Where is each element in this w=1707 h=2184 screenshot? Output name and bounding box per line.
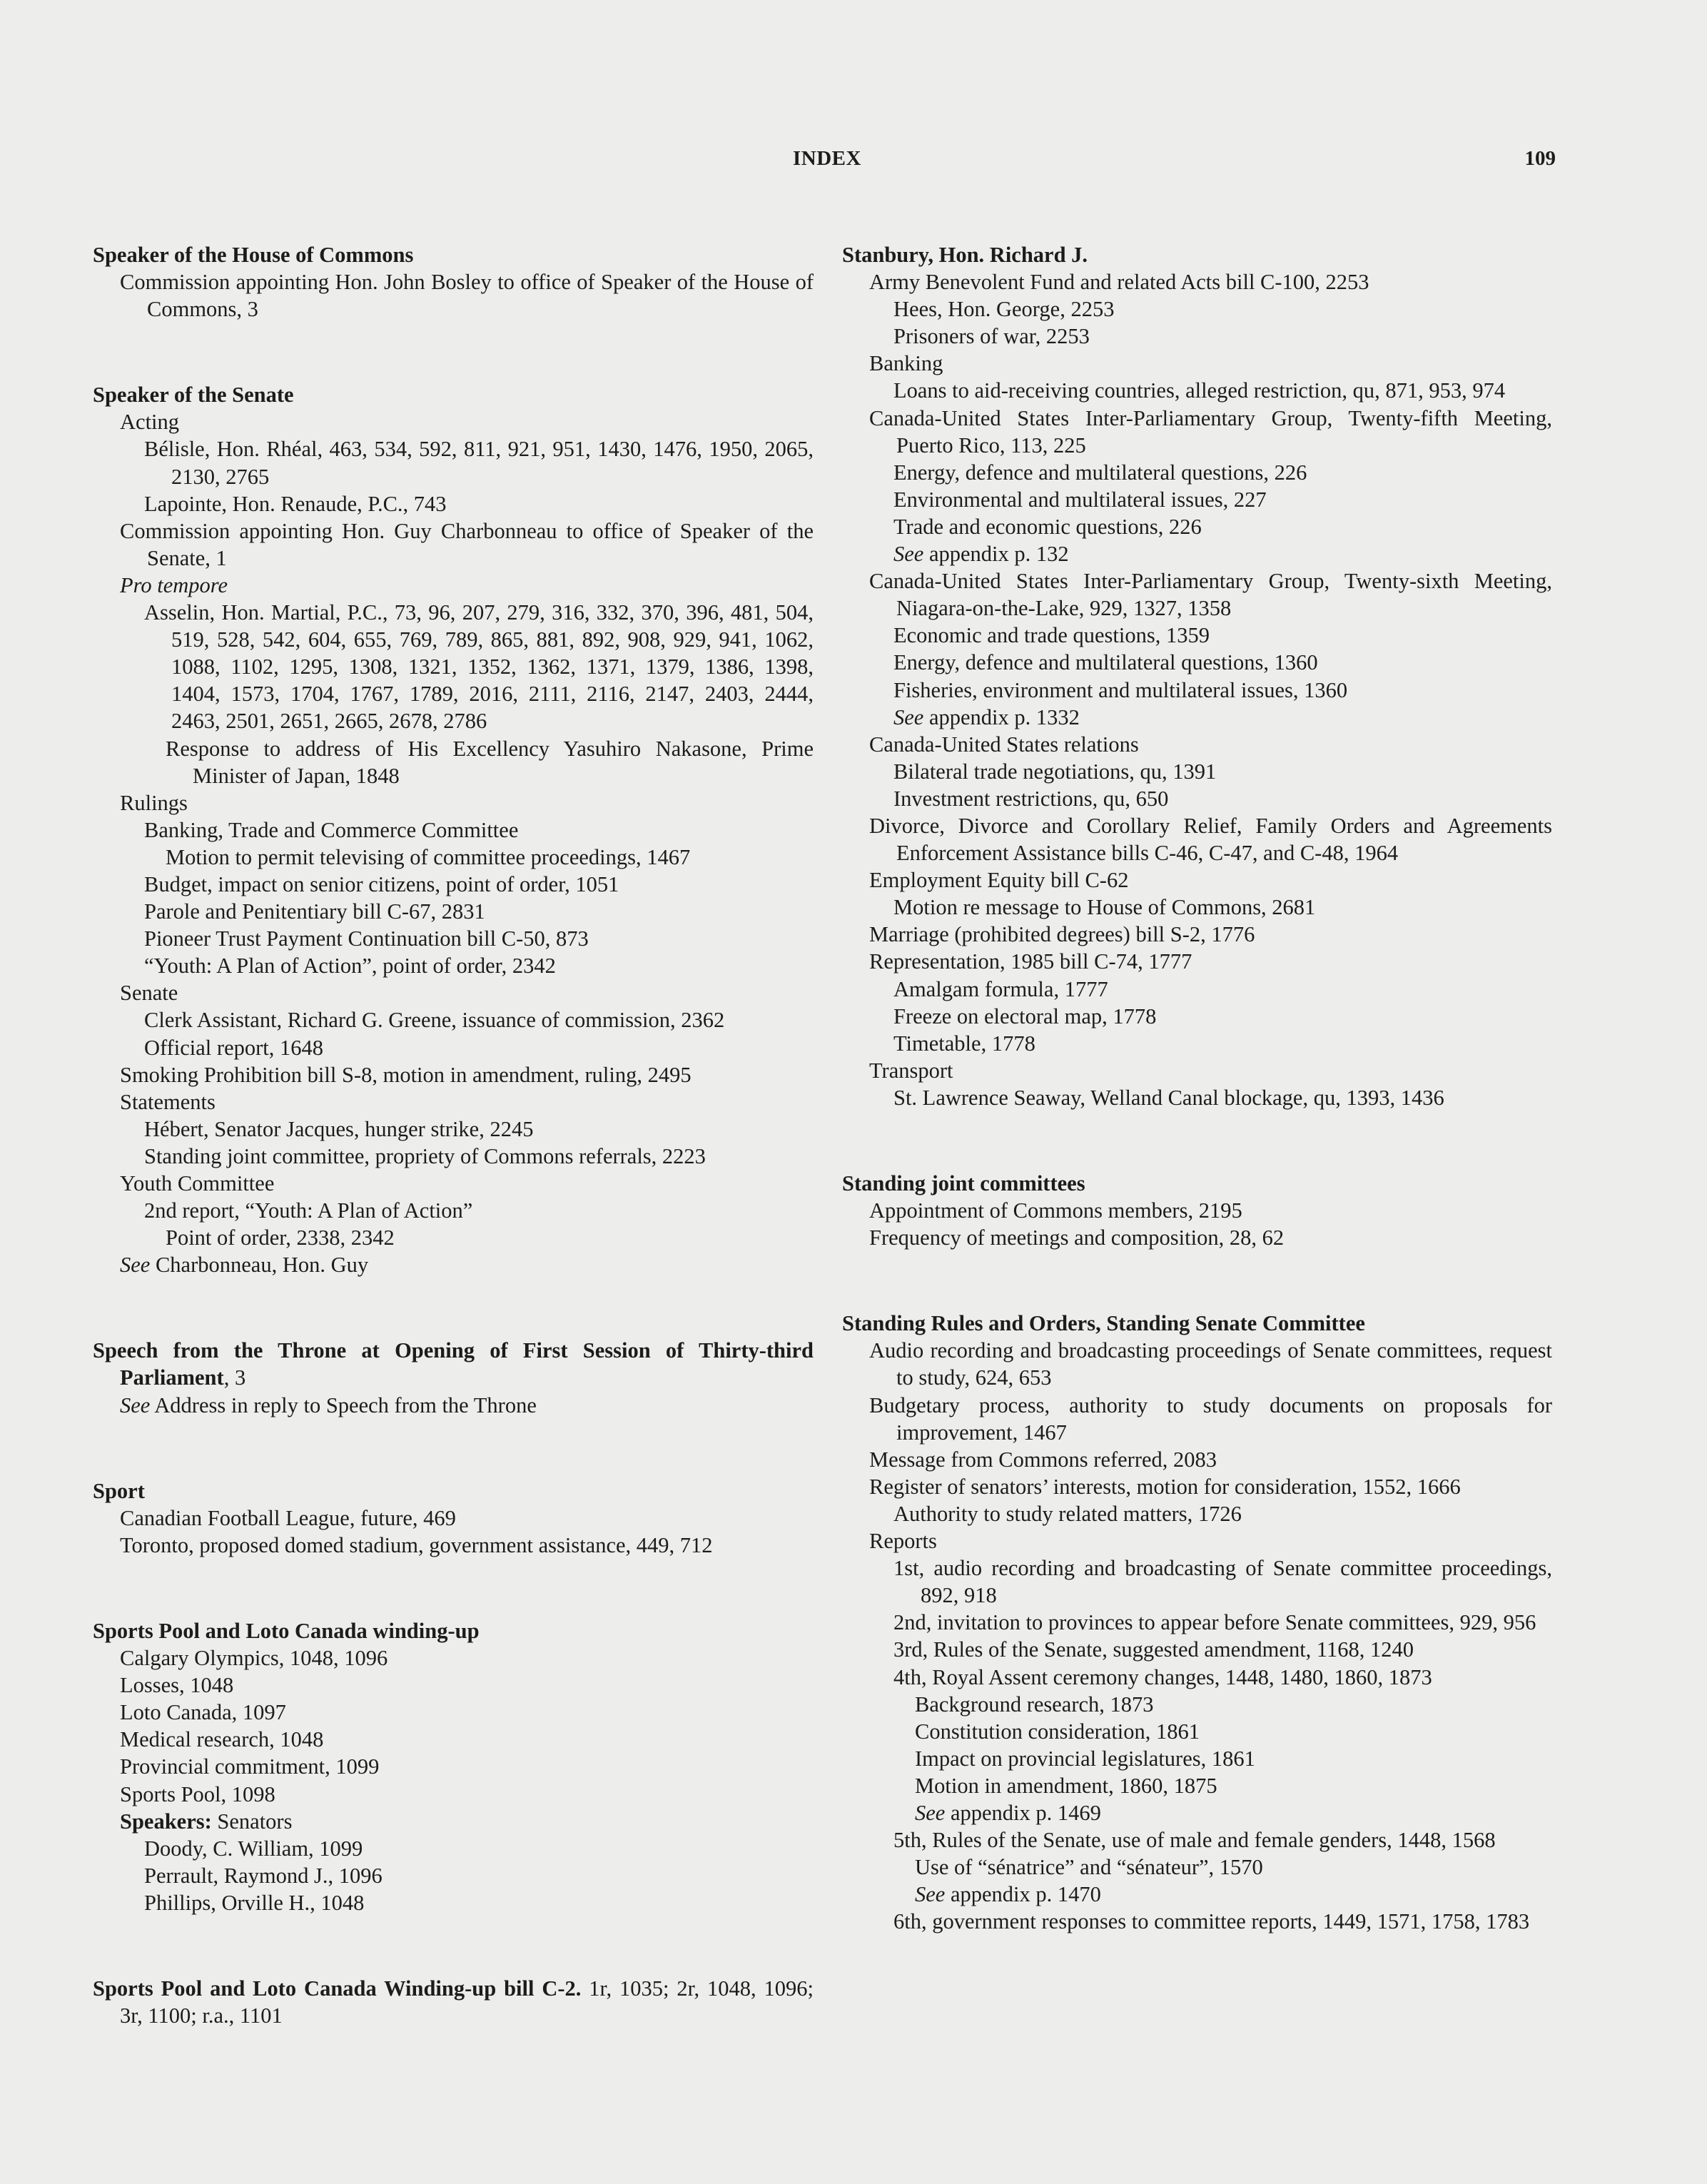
subentry: Frequency of meetings and composition, 28, 62 — [869, 1225, 1285, 1250]
subentry: Pro tempore — [120, 572, 228, 597]
entry-heading-pages: 1r, 1035; 2r, 1048, 1096; 3r, 1100; r.a., 1101 — [120, 1976, 814, 2028]
cross-reference — [120, 1251, 814, 1278]
subentry: Acting — [120, 410, 180, 435]
index-entry-speech-throne — [93, 1337, 814, 1418]
subentry: Army Benevolent Fund and related Acts bill C-100, 2253 — [869, 270, 1369, 295]
speaker-name: Phillips, Orville H., 1048 — [144, 1890, 365, 1915]
subentry: Prisoners of war, 2253 — [893, 324, 1090, 349]
subentry: Economic and trade questions, 1359 — [893, 623, 1210, 648]
subentry: Losses, 1048 — [120, 1673, 234, 1698]
index-entry-sports-pool-bill — [93, 1975, 814, 2029]
entry-heading: Stanbury, Hon. Richard J. — [842, 243, 1088, 267]
subentry: Commission appointing Hon. Guy Charbonneau to office of Speaker of the Senate, 1 — [120, 518, 814, 570]
subentry: Clerk Assistant, Richard G. Greene, issuance of commission, 2362 — [144, 1008, 725, 1033]
entry-heading: Speaker of the House of Commons — [93, 243, 414, 267]
left-column — [93, 241, 814, 2029]
index-entry-speaker-senate — [93, 381, 814, 1278]
see-target: appendix p. 1332 — [923, 704, 1080, 729]
index-entry-standing-rules — [842, 1310, 1552, 1935]
subentry: 4th, Royal Assent ceremony changes, 1448, 1480, 1860, 1873 — [893, 1664, 1432, 1689]
subentry: Commission appointing Hon. John Bosley to office of Speaker of the House of Commons, 3 — [120, 270, 814, 322]
subentry: 3rd, Rules of the Senate, suggested amendment, 1168, 1240 — [893, 1637, 1414, 1662]
see-target: Charbonneau, Hon. Guy — [150, 1253, 369, 1278]
subentry: Canada-United States Inter-Parliamentary Group, Twenty-sixth Meeting, Niagara-on-the-Lake, 929, 1327, 1358 — [869, 569, 1552, 621]
subentry: Rulings — [120, 790, 188, 815]
subentry: Motion re message to House of Commons, 2681 — [893, 895, 1316, 920]
speaker-name: Perrault, Raymond J., 1096 — [144, 1863, 383, 1888]
subentry: Register of senators’ interests, motion for consideration, 1552, 1666 — [869, 1474, 1461, 1499]
cross-reference — [120, 1392, 814, 1419]
subentry: “Youth: A Plan of Action”, point of order, 2342 — [144, 954, 556, 979]
subentry: 2nd report, “Youth: A Plan of Action” — [144, 1198, 473, 1223]
subentry: Canadian Football League, future, 469 — [120, 1505, 456, 1530]
subentry: Amalgam formula, 1777 — [893, 976, 1108, 1001]
subentry: Energy, defence and multilateral questions, 1360 — [893, 650, 1318, 675]
speakers-label-text: Senators — [211, 1809, 293, 1834]
subentry: Banking — [869, 351, 943, 376]
entry-heading-text: Speech from the Throne at Opening of First Session of Thirty-third Parliament — [93, 1338, 814, 1390]
subentry: Canada-United States relations — [869, 732, 1139, 757]
subentry: St. Lawrence Seaway, Welland Canal blockage, qu, 1393, 1436 — [893, 1085, 1444, 1110]
subentry: Freeze on electoral map, 1778 — [893, 1003, 1157, 1028]
subentry: 2nd, invitation to provinces to appear before Senate committees, 929, 956 — [893, 1610, 1536, 1635]
see-label: See — [893, 704, 924, 729]
see-label: See — [915, 1882, 946, 1907]
subentry: Budget, impact on senior citizens, point of order, 1051 — [144, 871, 619, 896]
subentry: Pioneer Trust Payment Continuation bill C-50, 873 — [144, 926, 589, 951]
speaker-name: Doody, C. William, 1099 — [144, 1836, 363, 1861]
subentry: Impact on provincial legislatures, 1861 — [915, 1746, 1255, 1771]
subentry: Youth Committee — [120, 1171, 275, 1195]
subentry: Bélisle, Hon. Rhéal, 463, 534, 592, 811, 921, 951, 1430, 1476, 1950, 2065, 2130, 2765 — [144, 437, 814, 489]
subentry: Sports Pool, 1098 — [120, 1781, 275, 1806]
entry-heading — [93, 1975, 814, 2029]
see-target: appendix p. 1469 — [945, 1800, 1101, 1825]
see-target: appendix p. 132 — [923, 542, 1069, 567]
subentry: Loto Canada, 1097 — [120, 1700, 286, 1725]
cross-reference — [915, 1799, 1552, 1826]
subentry: Authority to study related matters, 1726 — [893, 1501, 1242, 1526]
subentry: 1st, audio recording and broadcasting of Senate committee proceedings, 892, 918 — [893, 1556, 1552, 1608]
subentry: Toronto, proposed domed stadium, government assistance, 449, 712 — [120, 1532, 713, 1557]
subentry: Timetable, 1778 — [893, 1031, 1035, 1056]
subentry: Parole and Penitentiary bill C-67, 2831 — [144, 899, 485, 924]
subentry: Lapointe, Hon. Renaude, P.C., 743 — [144, 491, 447, 516]
subentry: Background research, 1873 — [915, 1692, 1154, 1717]
subentry: 5th, Rules of the Senate, use of male and female genders, 1448, 1568 — [893, 1828, 1496, 1853]
cross-reference — [915, 1881, 1552, 1908]
subentry: Appointment of Commons members, 2195 — [869, 1198, 1242, 1223]
entry-heading-text: Sports Pool and Loto Canada Winding-up bill C-2. — [93, 1976, 582, 2001]
subentry: Medical research, 1048 — [120, 1727, 324, 1752]
subentry: Employment Equity bill C-62 — [869, 868, 1129, 893]
entry-heading-pages: , 3 — [223, 1365, 246, 1390]
subentry: Transport — [869, 1058, 953, 1083]
subentry: Loans to aid-receiving countries, alleged restriction, qu, 871, 953, 974 — [893, 378, 1506, 403]
subentry: Provincial commitment, 1099 — [120, 1754, 380, 1779]
entry-heading: Sports Pool and Loto Canada winding-up — [93, 1618, 480, 1643]
subentry: Motion to permit televising of committee proceedings, 1467 — [166, 844, 691, 869]
subentry: Audio recording and broadcasting proceedings of Senate committees, request to study, 624, 653 — [869, 1338, 1552, 1390]
index-entry-standing-joint — [842, 1170, 1552, 1251]
subentry: Official report, 1648 — [144, 1035, 323, 1060]
see-label: See — [120, 1253, 151, 1278]
subentry: Motion in amendment, 1860, 1875 — [915, 1773, 1217, 1798]
subentry: 6th, government responses to committee reports, 1449, 1571, 1758, 1783 — [893, 1909, 1530, 1934]
subentry: Reports — [869, 1529, 937, 1554]
subentry: Budgetary process, authority to study documents on proposals for improvement, 1467 — [869, 1392, 1552, 1445]
subentry: Statements — [120, 1089, 216, 1114]
entry-heading: Standing joint committees — [842, 1171, 1085, 1195]
index-entry-sports-pool — [93, 1617, 814, 1916]
entry-heading — [93, 1337, 814, 1391]
subentry: Point of order, 2338, 2342 — [166, 1225, 395, 1250]
subentry: Banking, Trade and Commerce Committee — [144, 817, 519, 842]
subentry: Asselin, Hon. Martial, P.C., 73, 96, 207, 279, 316, 332, 370, 396, 481, 504, 519, 528, 542, 604, 655, 769, 789, 865, 881, 892, 908, 929, 941, 1062, 1088, 1102, 1295, 1308, 1321, 1352, 1362, 1371, 1379, 1386, 1398, 1404, 1573, 1704, 1767, 1789, 2016, 2111, 2116, 2147, 2403, 2444, 2463, 2501, 2651, 2665, 2678, 2786 — [144, 600, 814, 734]
subentry: Senate — [120, 981, 178, 1006]
subentry: Fisheries, environment and multilateral issues, 1360 — [893, 677, 1348, 702]
subentry: Divorce, Divorce and Corollary Relief, Family Orders and Agreements Enforcement Assistance bills C-46, C-47, and C-48, 1964 — [869, 813, 1552, 866]
subentry: Hees, Hon. George, 2253 — [893, 297, 1115, 322]
subentry: Standing joint committee, propriety of Commons referrals, 2223 — [144, 1143, 706, 1168]
subentry: Response to address of His Excellency Yasuhiro Nakasone, Prime Minister of Japan, 1848 — [166, 736, 814, 788]
subentry: Canada-United States Inter-Parliamentary Group, Twenty-fifth Meeting, Puerto Rico, 113, 225 — [869, 405, 1552, 457]
see-label: See — [893, 542, 924, 567]
index-entry-stanbury — [842, 241, 1552, 1111]
subentry: Constitution consideration, 1861 — [915, 1719, 1200, 1744]
see-target: Address in reply to Speech from the Throne — [150, 1392, 537, 1417]
subentry: Hébert, Senator Jacques, hunger strike, 2245 — [144, 1116, 534, 1141]
entry-heading: Speaker of the Senate — [93, 383, 294, 408]
subentry: Energy, defence and multilateral questions, 226 — [893, 460, 1307, 485]
cross-reference — [893, 540, 1552, 567]
subentry: Marriage (prohibited degrees) bill S-2, 1776 — [869, 922, 1255, 947]
subentry: Use of “sénatrice” and “sénateur”, 1570 — [915, 1855, 1263, 1880]
entry-heading: Standing Rules and Orders, Standing Senate Committee — [842, 1311, 1365, 1336]
subentry: Message from Commons referred, 2083 — [869, 1447, 1217, 1472]
page-header-title: INDEX — [793, 147, 861, 170]
index-entry-sport — [93, 1477, 814, 1559]
entry-heading: Sport — [93, 1478, 145, 1503]
cross-reference — [893, 704, 1552, 731]
subentry: Investment restrictions, qu, 650 — [893, 786, 1169, 811]
see-label: See — [120, 1392, 151, 1417]
subentry: Representation, 1985 bill C-74, 1777 — [869, 949, 1192, 974]
see-target: appendix p. 1470 — [945, 1882, 1101, 1907]
subentry: Calgary Olympics, 1048, 1096 — [120, 1646, 388, 1671]
subentry: Trade and economic questions, 226 — [893, 514, 1202, 539]
speakers-label-bold: Speakers: — [120, 1809, 212, 1834]
subentry: Smoking Prohibition bill S-8, motion in amendment, ruling, 2495 — [120, 1062, 692, 1087]
subentry: Environmental and multilateral issues, 227 — [893, 487, 1267, 512]
right-column — [842, 241, 1552, 1935]
subentry: Bilateral trade negotiations, qu, 1391 — [893, 759, 1217, 784]
speakers-label — [120, 1808, 814, 1835]
index-entry-speaker-commons — [93, 241, 814, 323]
see-label: See — [915, 1800, 946, 1825]
page-number: 109 — [1524, 147, 1556, 170]
